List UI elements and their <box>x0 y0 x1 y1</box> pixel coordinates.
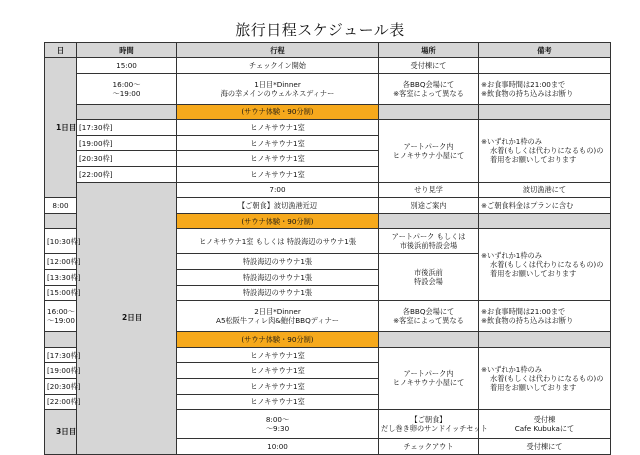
itinerary-cell: 【ご朝食】波切漁港近辺 <box>177 198 379 214</box>
place-cell: 受付棟にて <box>379 58 479 74</box>
notes-cell <box>479 58 611 74</box>
slot-cell: [19:00枠] <box>45 363 77 379</box>
table-row <box>45 182 611 198</box>
itinerary-cell: ヒノキサウナ1室 <box>177 151 379 167</box>
time-cell: 7:00 <box>177 182 379 198</box>
notes-cell: ※お食事時間は21:00まで ※飲食物の持ち込みはお断り <box>479 301 611 332</box>
slot-cell: [15:00枠] <box>45 285 77 301</box>
time-cell <box>45 332 77 348</box>
table-row <box>45 104 611 120</box>
itinerary-cell: 2日目*Dinner A5松阪牛フィレ肉&鮑付BBQディナー <box>177 301 379 332</box>
place-cell <box>379 332 479 348</box>
itinerary-cell: 特設海辺のサウナ1張 <box>177 285 379 301</box>
header-itinerary: 行程 <box>177 43 379 58</box>
table-row <box>45 58 611 74</box>
header-day: 日 <box>45 43 77 58</box>
itinerary-cell: チェックイン開始 <box>177 58 379 74</box>
place-cell: アートパーク内 ヒノキサウナ小屋にて <box>379 120 479 182</box>
place-cell <box>379 104 479 120</box>
itinerary-cell: 1日目*Dinner 海の幸メインのウェルネスディナー <box>177 73 379 104</box>
table-row <box>45 73 611 104</box>
place-cell: 各BBQ会場にて ※客室によって異なる <box>379 301 479 332</box>
slot-cell: [17:30枠] <box>77 120 177 136</box>
itinerary-cell: ヒノキサウナ1室 <box>177 363 379 379</box>
itinerary-cell: 特設海辺のサウナ1張 <box>177 269 379 285</box>
place-cell: アートパーク もしくは 市後浜前特設会場 <box>379 229 479 254</box>
slot-cell: [22:00枠] <box>77 166 177 182</box>
header-notes: 備考 <box>479 43 611 58</box>
itinerary-cell: ヒノキサウナ1室 <box>177 120 379 136</box>
time-cell <box>77 104 177 120</box>
header-place: 場所 <box>379 43 479 58</box>
place-cell: 波切漁港にて <box>479 182 611 198</box>
sauna-banner: (サウナ体験・90分制) <box>177 104 379 120</box>
day-label-3: 3日目 <box>45 410 77 455</box>
notes-cell <box>479 104 611 120</box>
slot-cell: [20:30枠] <box>77 151 177 167</box>
notes-cell <box>479 332 611 348</box>
notes-cell: ※ご朝食料金はプランに含む <box>479 198 611 214</box>
place-cell <box>379 213 479 229</box>
slot-cell: [10:30枠] <box>45 229 77 254</box>
time-cell: 8:00 <box>45 198 77 214</box>
itinerary-cell: 【ご朝食】 だし巻き卵のサンドイッチセット <box>379 410 479 439</box>
itinerary-cell: 特設海辺のサウナ1張 <box>177 254 379 270</box>
time-cell: 16:00〜 〜19:00 <box>77 73 177 104</box>
time-cell: 16:00〜 〜19:00 <box>45 301 77 332</box>
itinerary-cell: ヒノキサウナ1室 もしくは 特設海辺のサウナ1張 <box>177 229 379 254</box>
itinerary-cell: ヒノキサウナ1室 <box>177 166 379 182</box>
table-row <box>45 120 611 136</box>
place-cell: 受付棟 Cafe Kubukaにて <box>479 410 611 439</box>
time-cell <box>45 213 77 229</box>
place-cell: 各BBQ会場にて ※客室によって異なる <box>379 73 479 104</box>
itinerary-cell: ヒノキサウナ1室 <box>177 347 379 363</box>
time-cell: 15:00 <box>77 58 177 74</box>
slot-cell: [12:00枠] <box>45 254 77 270</box>
place-cell: 受付棟にて <box>479 439 611 455</box>
slot-cell: [22:00枠] <box>45 394 77 410</box>
itinerary-cell: せり見学 <box>379 182 479 198</box>
slot-cell: [17:30枠] <box>45 347 77 363</box>
schedule-table <box>44 42 611 455</box>
day-label-1: 1日目 <box>45 58 77 198</box>
place-cell: 市後浜前 特設会場 <box>379 254 479 301</box>
place-cell: アートパーク内 ヒノキサウナ小屋にて <box>379 347 479 409</box>
day-label-2: 2日目 <box>77 182 177 454</box>
header-time: 時間 <box>77 43 177 58</box>
itinerary-cell: ヒノキサウナ1室 <box>177 378 379 394</box>
slot-cell: [13:30枠] <box>45 269 77 285</box>
time-cell: 10:00 <box>177 439 379 455</box>
itinerary-cell: ヒノキサウナ1室 <box>177 394 379 410</box>
itinerary-cell: ヒノキサウナ1室 <box>177 135 379 151</box>
itinerary-cell: チェックアウト <box>379 439 479 455</box>
page-title: 旅行日程スケジュール表 <box>235 21 405 39</box>
notes-cell: ※いずれか1枠のみ 水着(もしくは代わりになるもの)の 着用をお願いしております <box>479 229 611 301</box>
notes-cell <box>479 213 611 229</box>
time-cell: 8:00〜 〜9:30 <box>177 410 379 439</box>
sauna-banner: (サウナ体験・90分制) <box>177 332 379 348</box>
sauna-banner: (サウナ体験・90分制) <box>177 213 379 229</box>
header-row <box>45 43 611 58</box>
slot-cell: [20:30枠] <box>45 378 77 394</box>
notes-cell: ※いずれか1枠のみ 水着(もしくは代わりになるもの)の 着用をお願いしております <box>479 120 611 182</box>
slot-cell: [19:00枠] <box>77 135 177 151</box>
notes-cell: ※いずれか1枠のみ 水着(もしくは代わりになるもの)の 着用をお願いしております <box>479 347 611 409</box>
place-cell: 別途ご案内 <box>379 198 479 214</box>
notes-cell: ※お食事時間は21:00まで ※飲食物の持ち込みはお断り <box>479 73 611 104</box>
